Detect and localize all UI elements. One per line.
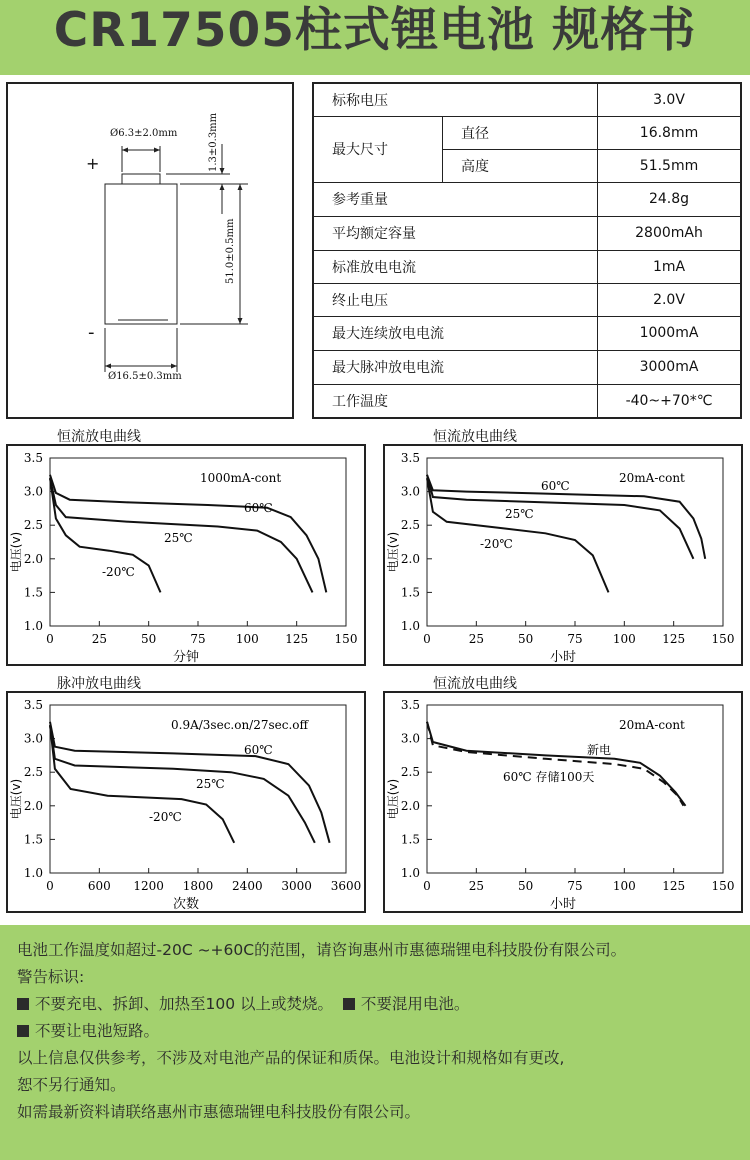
x-tick-label: 3600 xyxy=(330,879,362,893)
x-tick-label: 2400 xyxy=(232,879,263,893)
x-tick-label: 150 xyxy=(711,879,735,893)
x-tick-label: 0 xyxy=(46,632,54,646)
x-axis-label: 次数 xyxy=(172,897,200,912)
y-tick-label: 2.5 xyxy=(23,765,43,780)
spec-value: 2.0V xyxy=(598,283,741,316)
footer-warning-line xyxy=(17,1018,750,1045)
spec-label: 最大尺寸 xyxy=(313,116,443,182)
footer-line: 恕不另行通知。 xyxy=(17,1076,126,1094)
x-tick-label: 50 xyxy=(141,632,157,646)
spec-table xyxy=(312,82,742,419)
constant-discharge-chart-1000ma xyxy=(6,444,366,666)
x-tick-label: 50 xyxy=(518,879,534,893)
spec-value: 24.8g xyxy=(598,182,741,216)
chart-annotation: 1000mA-cont xyxy=(200,471,282,485)
series-label: 新电 xyxy=(587,743,612,757)
spec-sublabel: 直径 xyxy=(443,116,598,149)
spec-label: 最大脉冲放电电流 xyxy=(313,350,598,384)
spec-row xyxy=(313,283,741,316)
chart-frame xyxy=(384,445,742,665)
dimension-drawing xyxy=(6,82,294,419)
y-tick-label: 3.5 xyxy=(23,451,43,465)
spec-label: 标准放电电流 xyxy=(313,250,598,283)
y-axis-label: 电压(v) xyxy=(386,531,400,573)
series-label: 25℃ xyxy=(196,777,225,791)
footer-notes xyxy=(0,925,750,1160)
x-tick-label: 1800 xyxy=(182,879,214,893)
series-label: -20℃ xyxy=(102,565,135,579)
y-tick-label: 1.5 xyxy=(23,832,43,847)
square-bullet-icon xyxy=(17,1025,29,1037)
warning-text: 不要混用电池。 xyxy=(360,995,470,1013)
y-tick-label: 1.0 xyxy=(400,619,420,633)
spec-row xyxy=(313,116,741,149)
x-tick-label: 0 xyxy=(46,879,54,893)
y-tick-label: 2.0 xyxy=(23,798,43,813)
chart-annotation: 20mA-cont xyxy=(619,718,685,732)
square-bullet-icon xyxy=(343,998,355,1010)
y-tick-label: 2.5 xyxy=(400,518,420,533)
chart-annotation: 20mA-cont xyxy=(619,471,685,485)
x-tick-label: 25 xyxy=(468,632,484,646)
footer-warning-line xyxy=(17,991,750,1018)
spec-value: 3000mA xyxy=(598,350,741,384)
spec-row xyxy=(313,350,741,384)
x-tick-label: 125 xyxy=(662,632,686,646)
spec-value: 2800mAh xyxy=(598,216,741,250)
spec-label: 平均额定容量 xyxy=(313,216,598,250)
spec-row xyxy=(313,216,741,250)
spec-sublabel: 高度 xyxy=(443,149,598,182)
y-tick-label: 3.0 xyxy=(400,731,420,746)
y-tick-label: 2.5 xyxy=(400,765,420,780)
x-tick-label: 125 xyxy=(285,632,309,646)
x-tick-label: 600 xyxy=(87,879,111,893)
warning-text: 不要让电池短路。 xyxy=(35,1022,160,1040)
x-tick-label: 75 xyxy=(567,879,583,893)
spec-label: 最大连续放电电流 xyxy=(313,316,598,350)
x-tick-label: 50 xyxy=(518,632,534,646)
spec-value: -40~+70*℃ xyxy=(598,384,741,418)
chart-frame xyxy=(7,445,365,665)
spec-row xyxy=(313,384,741,418)
terminal-height-label: 1.3±0.3mm xyxy=(208,112,219,172)
series-label: 60℃ xyxy=(244,743,273,757)
pulse-discharge-chart xyxy=(6,691,366,913)
y-tick-label: 3.5 xyxy=(23,698,43,712)
spec-row xyxy=(313,83,741,116)
y-tick-label: 1.5 xyxy=(400,832,420,847)
y-tick-label: 1.0 xyxy=(23,866,43,880)
footer-line: 以上信息仅供参考，不涉及对电池产品的保证和质保。电池设计和规格如有更改, xyxy=(17,1049,565,1067)
x-tick-label: 25 xyxy=(91,632,107,646)
constant-discharge-chart-20ma xyxy=(383,444,743,666)
y-tick-label: 3.5 xyxy=(400,698,420,712)
spec-row xyxy=(313,182,741,216)
negative-terminal-sign: - xyxy=(88,322,95,343)
y-axis-label: 电压(v) xyxy=(9,531,23,573)
x-tick-label: 75 xyxy=(190,632,206,646)
spec-value: 1mA xyxy=(598,250,741,283)
y-tick-label: 3.5 xyxy=(400,451,420,465)
y-tick-label: 2.0 xyxy=(400,798,420,813)
x-tick-label: 100 xyxy=(612,632,636,646)
series-label: -20℃ xyxy=(480,537,513,551)
chart-3-title: 脉冲放电曲线 xyxy=(57,676,141,692)
chart-1-title: 恒流放电曲线 xyxy=(57,429,141,445)
y-tick-label: 1.5 xyxy=(400,585,420,600)
x-tick-label: 150 xyxy=(711,632,735,646)
spec-value: 51.5mm xyxy=(598,149,741,182)
spec-row xyxy=(313,250,741,283)
x-tick-label: 150 xyxy=(334,632,358,646)
series-label: 60℃ 存储100天 xyxy=(503,770,595,784)
y-tick-label: 3.0 xyxy=(23,731,43,746)
x-tick-label: 75 xyxy=(567,632,583,646)
series-label: 60℃ xyxy=(244,501,273,515)
warning-text: 不要充电、拆卸、加热至100 以上或焚烧。 xyxy=(35,995,334,1013)
footer-line: 警告标识: xyxy=(17,968,85,986)
square-bullet-icon xyxy=(17,998,29,1010)
footer-line: 电池工作温度如超过-20C ~+60C的范围，请咨询惠州市惠德瑞锂电科技股份有限公司。 xyxy=(17,941,627,959)
footer-line: 如需最新资料请联络惠州市惠德瑞锂电科技股份有限公司。 xyxy=(17,1103,421,1121)
series-label: 25℃ xyxy=(505,507,534,521)
spec-label: 参考重量 xyxy=(313,182,598,216)
y-tick-label: 3.0 xyxy=(400,484,420,499)
series-label: 25℃ xyxy=(164,531,193,545)
terminal-width-label: Ø6.3±2.0mm xyxy=(110,128,178,139)
positive-terminal-sign: + xyxy=(86,154,100,173)
x-axis-label: 小时 xyxy=(549,650,577,665)
x-axis-label: 分钟 xyxy=(172,650,200,665)
x-tick-label: 1200 xyxy=(133,879,164,893)
spec-value: 16.8mm xyxy=(598,116,741,149)
diameter-label: Ø16.5±0.3mm xyxy=(108,371,182,382)
x-tick-label: 25 xyxy=(468,879,484,893)
y-tick-label: 1.0 xyxy=(400,866,420,880)
spec-value: 1000mA xyxy=(598,316,741,350)
x-tick-label: 0 xyxy=(423,879,431,893)
storage-discharge-chart xyxy=(383,691,743,913)
series-label: 60℃ xyxy=(541,479,570,493)
x-axis-label: 小时 xyxy=(549,897,577,912)
y-axis-label: 电压(v) xyxy=(9,778,23,820)
y-tick-label: 2.5 xyxy=(23,518,43,533)
y-tick-label: 2.0 xyxy=(400,551,420,566)
spec-label: 标称电压 xyxy=(313,83,598,116)
spec-label: 终止电压 xyxy=(313,283,598,316)
y-tick-label: 1.5 xyxy=(23,585,43,600)
spec-row xyxy=(313,316,741,350)
spec-label: 工作温度 xyxy=(313,384,598,418)
chart-4-title: 恒流放电曲线 xyxy=(433,676,517,692)
y-axis-label: 电压(v) xyxy=(386,778,400,820)
chart-annotation: 0.9A/3sec.on/27sec.off xyxy=(171,718,309,732)
page-title: CR17505柱式锂电池 规格书 xyxy=(53,3,697,58)
x-tick-label: 3000 xyxy=(281,879,312,893)
y-tick-label: 3.0 xyxy=(23,484,43,499)
body-height-label: 51.0±0.5mm xyxy=(225,218,236,284)
x-tick-label: 125 xyxy=(662,879,686,893)
spec-value: 3.0V xyxy=(598,83,741,116)
y-tick-label: 2.0 xyxy=(23,551,43,566)
y-tick-label: 1.0 xyxy=(23,619,43,633)
x-tick-label: 0 xyxy=(423,632,431,646)
x-tick-label: 100 xyxy=(235,632,259,646)
x-tick-label: 100 xyxy=(612,879,636,893)
chart-frame xyxy=(384,692,742,912)
series-label: -20℃ xyxy=(149,810,182,824)
chart-2-title: 恒流放电曲线 xyxy=(433,429,517,445)
